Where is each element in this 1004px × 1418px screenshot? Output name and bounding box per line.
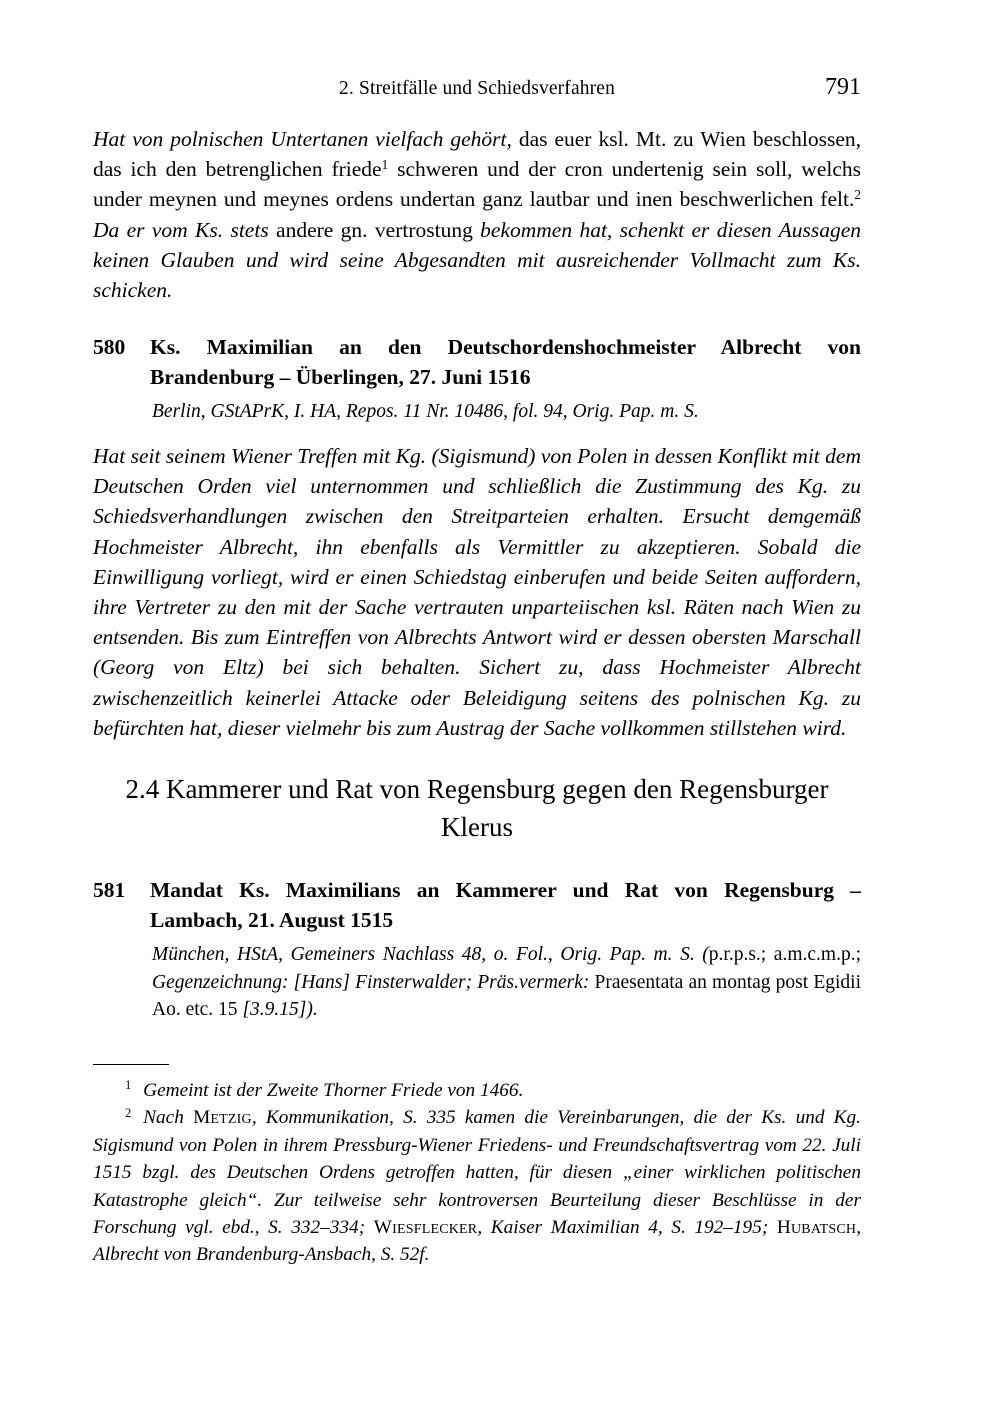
- footnote-2-author-metzig: Metzig: [193, 1107, 252, 1129]
- intro-seg-2: das euer ksl. Mt. zu Wien beschlossen, das ich den betrenglichen friede: [93, 127, 861, 182]
- footnote-2-number: 2: [125, 1105, 132, 1120]
- footnote-2-seg-2: , Kommunikation, S. 335 kamen die Vereinbarungen, die der Ks. und Kg. Sigismund von Polen in ihrem Pressburg-Wiener Friedens- und Freundschaftsvertrag vom 22. Juli 1515 bzgl. des Deutschen Ordens getroffen hatten, für diesen „einer wirklichen politischen Katastrophe gleich“. Zur teilweise sehr kontroversen Beurteilung dieser Beschlüsse in der Forschung vgl. ebd., S. 332–334;: [93, 1107, 861, 1239]
- footnote-2-author-hubatsch: Hubatsch: [776, 1217, 857, 1239]
- entry-581-reference-seg-2: p.r.p.s.; a.m.c.m.p.;: [708, 944, 861, 965]
- entry-580-title: Ks. Maximilian an den Deutschordenshochmeister Albrecht von Brandenburg – Überlingen, 27. Juni 1516: [150, 335, 861, 389]
- footnote-1: [93, 1077, 861, 1104]
- document-page: [93, 0, 861, 1418]
- section-heading-line-1: 2.4 Kammerer und Rat von Regensburg gegen den Regensburger: [125, 774, 829, 804]
- entry-580-reference: Berlin, GStAPrK, I. HA, Repos. 11 Nr. 10486, fol. 94, Orig. Pap. m. S.: [152, 401, 699, 422]
- footnote-2: [93, 1104, 861, 1268]
- footnote-reference-1: 1: [381, 157, 389, 173]
- entry-581-number: 581: [93, 878, 126, 902]
- entry-581-reference-seg-4: Praesentata an montag post Egidii Ao. etc. 15: [152, 971, 861, 1020]
- running-head: [93, 74, 861, 102]
- intro-paragraph: [93, 124, 861, 305]
- footnote-1-number: 1: [125, 1078, 132, 1093]
- footnote-reference-2: 2: [854, 187, 861, 203]
- footnote-2-author-wiesflecker: Wiesflecker: [373, 1217, 478, 1239]
- entry-581-title: Mandat Ks. Maximilians an Kammerer und Rat von Regensburg – Lambach, 21. August 1515: [150, 878, 861, 932]
- footnote-1-text: Gemeint ist der Zweite Thorner Friede von 1466.: [143, 1080, 524, 1101]
- intro-seg-3: schweren und der cron undertenig sein soll, welchs under meynen und meynes ordens undertan ganz lautbar und inen beschwerlichen felt.: [93, 157, 861, 212]
- entry-581-reference-seg-5: [3.9.15]).: [242, 999, 318, 1020]
- intro-seg-6: bekommen hat, schenkt er diesen Aussagen keinen Glauben und wird seine Abgesandten mit ausreichender Vollmacht zum Ks. schicken.: [93, 217, 862, 303]
- page-number: 791: [825, 74, 861, 100]
- entry-581-reference-seg-1: München, HStA, Gemeiners Nachlass 48, o. Fol., Orig. Pap. m. S. (: [152, 944, 709, 965]
- intro-seg-1: Hat von polnischen Untertanen vielfach gehört,: [93, 127, 512, 151]
- footnote-2-seg-1: Nach: [143, 1107, 194, 1129]
- running-head-title: 2. Streitfälle und Schiedsverfahren: [339, 78, 615, 99]
- footnote-area: [93, 1077, 861, 1269]
- entry-580-number: 580: [93, 335, 126, 359]
- entry-581-reference-seg-3: Gegenzeichnung: [Hans] Finsterwalder; Präs.vermerk:: [152, 971, 590, 993]
- entry-580: [93, 332, 861, 392]
- entry-580-summary: Hat seit seinem Wiener Treffen mit Kg. (Sigismund) von Polen in dessen Konflikt mit dem Deutschen Orden viel unternommen und schließlich die Zustimmung des Kg. zu Schiedsverhandlungen zwischen den Streitparteien erhalten. Ersucht demgemäß Hochmeister Albrecht, ihn ebenfalls als Vermittler zu akzeptieren. Sobald die Einwilligung vorliegt, wird er einen Schiedstag einberufen und beide Seiten auffordern, ihre Vertreter zu den mit der Sache vertrauten unparteiischen ksl. Räten nach Wien zu entsenden. Bis zum Eintreffen von Albrechts Antwort wird er dessen obersten Marschall (Georg von Eltz) bei sich behalten. Sichert zu, dass Hochmeister Albrecht zwischenzeitlich keinerlei Attacke oder Beleidigung seitens des polnischen Kg. zu befürchten hat, dieser vielmehr bis zum Austrag der Sache vollkommen stillstehen wird.: [93, 444, 861, 740]
- section-heading: [93, 770, 861, 846]
- footnote-2-seg-4: , Albrecht von Brandenburg-Ansbach, S. 52f.: [93, 1217, 862, 1266]
- entry-581-reference: [152, 941, 861, 1024]
- intro-seg-5: andere gn. vertrostung: [268, 217, 481, 242]
- footnote-separator-rule: [93, 1064, 169, 1065]
- section-heading-line-2: Klerus: [441, 812, 513, 842]
- intro-seg-4: Da er vom Ks. stets: [93, 217, 269, 242]
- footnote-2-seg-3: , Kaiser Maximilian 4, S. 192–195;: [477, 1217, 777, 1239]
- entry-581: [93, 875, 861, 935]
